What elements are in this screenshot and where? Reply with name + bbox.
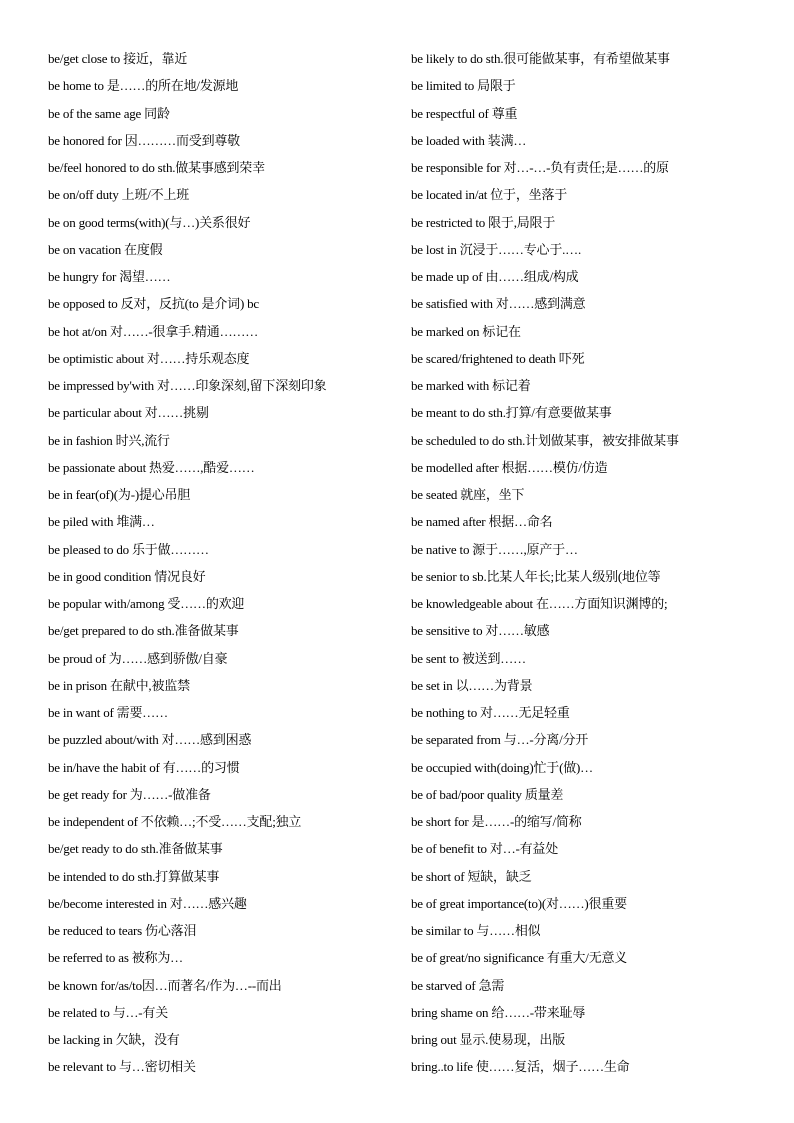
phrase-entry: be impressed by'with 对……印象深刻,留下深刻印象 [48,378,327,393]
phrase-entry: be short for 是……-的缩写/简称 [411,814,582,829]
phrase-entry: be loaded with 装满… [411,132,527,148]
phrase-entry: be respectful of 尊重 [411,105,518,121]
phrase-entry: be set in 以……为背景 [411,677,533,693]
phrase-entry: be senior to sb.比某人年长;比某人级别(地位等 [411,568,661,584]
phrase-entry: bring out 显示.使易现，出版 [411,1032,566,1047]
phrase-entry: be restricted to 限于,局限于 [411,214,556,230]
phrase-entry: be in fashion 时兴,流行 [48,432,170,448]
phrase-entry: be in fear(of)(为-)提心吊胆 [48,487,191,502]
phrase-entry: be pleased to do 乐于做……… [48,541,209,557]
phrase-entry: be separated from 与…-分离/分开 [411,732,589,748]
phrase-entry: be modelled after 根据……模仿/仿造 [411,459,608,475]
phrase-entry: be likely to do sth.很可能做某事，有希望做某事 [411,51,670,66]
phrase-entry: be/get prepared to do sth.准备做某事 [48,623,239,639]
phrase-entry: be nothing to 对……无足轻重 [411,705,570,720]
phrase-entry: be seated 就座，坐下 [411,487,525,502]
phrase-entry: be in want of 需要…… [48,705,168,720]
phrase-entry: be opposed to 反对，反抗(to 是介词) bc [48,296,260,312]
phrase-entry: be native to 源于……,原产于… [411,541,578,557]
phrase-entry: be on good terms(with)(与…)关系很好 [48,214,251,230]
phrase-entry: be in/have the habit of 有……的习惯 [48,759,240,775]
phrase-entry: be honored for 因………而受到尊敬 [48,132,240,148]
phrase-entry: be scared/frightened to death 吓死 [411,350,585,366]
phrase-entry: be related to 与…-有关 [48,1004,169,1020]
phrase-entry: be optimistic about 对……持乐观态度 [48,350,250,366]
phrase-entry: bring..to life 使……复活，烟子……生命 [411,1059,630,1075]
phrase-entry: be named after 根据…命名 [411,514,553,530]
phrase-entry: be responsible for 对…-…-负有责任;是……的原 [411,160,669,175]
phrase-entry: be similar to 与……相似 [411,923,541,938]
phrase-entry: be independent of 不依赖…;不受……支配;独立 [48,814,302,829]
phrase-entry: be hungry for 渴望…… [48,269,171,284]
phrase-entry: be popular with/among 受……的欢迎 [48,596,245,611]
phrase-entry: be of benefit to 对…-有益处 [411,841,559,857]
right-column [411,45,781,1081]
phrase-entry: be piled with 堆满… [48,514,155,530]
phrase-entry: be in good condition 情况良好 [48,568,206,584]
phrase-entry: be made up of 由……组成/构成 [411,269,579,284]
phrase-entry: be sent to 被送到…… [411,650,526,666]
phrase-entry: be passionate about 热爱……,酷爱…… [48,459,255,475]
phrase-entry: be scheduled to do sth.计划做某事，被安排做某事 [411,432,679,448]
phrase-entry: be starved of 急需 [411,977,505,993]
left-column [48,45,398,1081]
phrase-entry: be of great importance(to)(对……)很重要 [411,895,627,911]
phrase-entry: be occupied with(doing)忙于(做)… [411,759,593,775]
phrase-entry: be reduced to tears 伤心落泪 [48,923,197,938]
phrase-entry: be marked with 标记着 [411,378,531,393]
phrase-entry: be lost in 沉浸于……专心于.…. [411,241,582,257]
phrase-entry: be home to 是……的所在地/发源地 [48,78,239,94]
phrase-entry: be short of 短缺，缺乏 [411,868,532,884]
phrase-entry: be/get close to 接近，靠近 [48,51,188,66]
phrase-entry: bring shame on 给……-带来耻辱 [411,1004,586,1020]
phrase-entry: be on/off duty 上班/不上班 [48,187,190,203]
phrase-entry: be sensitive to 对……敏感 [411,623,550,639]
phrase-entry: be get ready for 为……-做准备 [48,786,211,802]
phrase-entry: be on vacation 在度假 [48,241,163,257]
phrase-entry: be satisfied with 对……感到满意 [411,296,586,312]
phrase-entry: be of great/no significance 有重大/无意义 [411,950,628,966]
phrase-entry: be hot at/on 对……-很拿手.精通……… [48,323,259,339]
phrase-entry: be particular about 对……挑剔 [48,405,209,421]
phrase-entry: be meant to do sth.打算/有意要做某事 [411,405,612,421]
phrase-entry: be located in/at 位于，坐落于 [411,187,568,203]
phrase-entry: be of bad/poor quality 质量差 [411,786,564,802]
phrase-entry: be/feel honored to do sth.做某事感到荣幸 [48,160,265,175]
phrase-entry: be relevant to 与…密切相关 [48,1059,196,1075]
phrase-entry: be knowledgeable about 在……方面知识渊博的; [411,596,668,611]
phrase-entry: be referred to as 被称为… [48,950,183,966]
phrase-entry: be marked on 标记在 [411,323,521,339]
phrase-entry: be limited to 局限于 [411,78,516,94]
phrase-entry: be/become interested in 对……感兴趣 [48,895,247,911]
phrase-entry: be proud of 为……感到骄傲/自豪 [48,650,228,666]
phrase-entry: be of the same age 同龄 [48,105,170,121]
phrase-entry: be in prison 在献中,被监禁 [48,677,190,693]
phrase-entry: be lacking in 欠缺，没有 [48,1032,180,1047]
phrase-entry: be puzzled about/with 对……感到困惑 [48,732,252,748]
phrase-entry: be known for/as/to因…而著名/作为…--而出 [48,977,282,993]
phrase-entry: be/get ready to do sth.准备做某事 [48,841,223,857]
phrase-entry: be intended to do sth.打算做某事 [48,868,220,884]
